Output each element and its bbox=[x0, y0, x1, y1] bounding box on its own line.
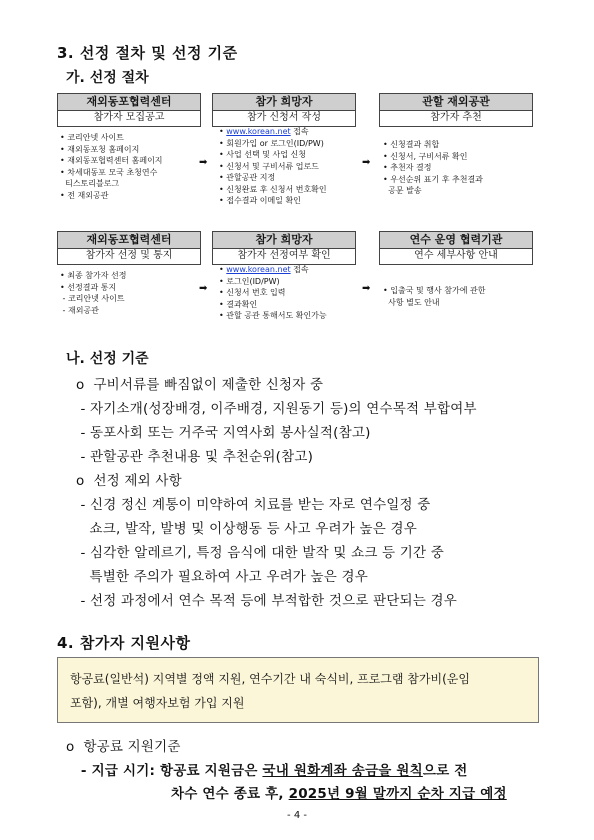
list-item: • 차세대동포 모국 초청연수 bbox=[60, 167, 158, 177]
list-item: • 코리안넷 사이트 bbox=[60, 133, 124, 142]
list-item: - 재외공관 bbox=[60, 305, 99, 315]
subsection-a-title: 가. 선정 절차 bbox=[66, 70, 149, 86]
page-number: - 4 - bbox=[287, 810, 307, 821]
payment-text: 으로 전 bbox=[422, 763, 468, 779]
payment-underlined: 국내 원화계좌 송금을 원칙 bbox=[262, 763, 423, 779]
flow-box-subtitle: 참가자 모집공고 bbox=[93, 112, 165, 123]
list-item: • 최종 참가자 선정 bbox=[60, 271, 127, 280]
flow-box-center-select bbox=[57, 231, 201, 265]
list-item: • 재외동포협력센터 홈페이지 bbox=[60, 156, 163, 165]
criteria-line: - 신경 정신 계통이 미약하여 치료를 받는 자로 연수일정 중 bbox=[76, 497, 431, 513]
arrow-right-icon: ➡ bbox=[362, 283, 371, 294]
flow-box-subtitle: 참가자 선정여부 확인 bbox=[237, 250, 331, 261]
criteria-line: - 선정 과정에서 연수 목적 등에 부적합한 것으로 판단되는 경우 bbox=[76, 593, 458, 609]
arrow-right-icon: ➡ bbox=[362, 157, 371, 168]
list-item: • 접수결과 이메일 확인 bbox=[219, 196, 301, 205]
callout-line: 항공료(일반석) 지역별 정액 지원, 연수기간 내 숙식비, 프로그램 참가비(운임 bbox=[70, 672, 470, 686]
list-item: • 재외동포청 홈페이지 bbox=[60, 144, 140, 154]
support-callout-box bbox=[57, 657, 539, 723]
section-3-title: 3. 선정 절차 및 선정 기준 bbox=[57, 44, 238, 62]
list-item: • 신청결과 취합 bbox=[383, 140, 440, 149]
flow-box-embassy-recommend bbox=[379, 93, 533, 127]
list-item: • 입출국 및 행사 참가에 관한 bbox=[383, 286, 486, 295]
criteria-line: - 자기소개(성장배경, 이주배경, 지원동기 등)의 연수목적 부합여부 bbox=[76, 401, 477, 417]
flow-list-recommend bbox=[383, 139, 483, 197]
list-item: • 결과확인 bbox=[219, 299, 258, 309]
criteria-line: - 심각한 알레르기, 특정 음식에 대한 발작 및 쇼크 등 기간 중 bbox=[76, 545, 444, 561]
arrow-right-icon: ➡ bbox=[199, 157, 208, 168]
list-item: 공문 발송 bbox=[383, 186, 422, 195]
flow-list-confirm bbox=[219, 264, 327, 322]
flow-box-applicant-apply bbox=[212, 93, 356, 127]
airfare-item: ο 항공료 지원기준 bbox=[66, 739, 181, 755]
flow-box-title: 참가 희망자 bbox=[213, 94, 355, 111]
flow-list-apply bbox=[219, 126, 327, 207]
list-item: • 신청서 번호 입력 bbox=[219, 288, 286, 297]
flow-box-center-recruit bbox=[57, 93, 201, 127]
flow-box-title: 관할 재외공관 bbox=[380, 94, 532, 111]
flow-list-recruit bbox=[60, 132, 163, 201]
arrow-right-icon: ➡ bbox=[199, 283, 208, 294]
korean-net-link[interactable]: www.korean.net bbox=[226, 265, 291, 274]
list-item: 사항 별도 안내 bbox=[383, 297, 440, 307]
list-item: • 신청완료 후 신청서 번호확인 bbox=[219, 184, 327, 194]
subsection-b-title: 나. 선정 기준 bbox=[66, 351, 149, 367]
flow-box-subtitle: 연수 세부사항 안내 bbox=[414, 250, 498, 261]
list-item: • 전 재외공관 bbox=[60, 190, 109, 200]
flow-list-select bbox=[60, 270, 126, 316]
payment-text: 항공료 지원금은 bbox=[159, 763, 263, 779]
link-suffix: 접속 bbox=[290, 265, 309, 274]
list-item: • 신청서, 구비서류 확인 bbox=[383, 151, 468, 161]
list-item: • 로그인(ID/PW) bbox=[219, 276, 280, 286]
payment-text: 차수 연수 종료 후, bbox=[171, 786, 289, 802]
flow-box-applicant-confirm bbox=[212, 231, 356, 265]
flow-box-subtitle: 참가 신청서 작성 bbox=[247, 112, 321, 123]
list-item: • 선정결과 통지 bbox=[60, 282, 117, 292]
list-item: • 관할공관 지정 bbox=[219, 173, 276, 182]
list-item: • 회원가입 or 로그인(ID/PW) bbox=[219, 138, 324, 148]
criteria-line: - 관할공관 추천내용 및 추천순위(참고) bbox=[76, 449, 314, 465]
payment-line-2 bbox=[171, 782, 507, 802]
list-item: - 코리안넷 사이트 bbox=[60, 294, 125, 303]
list-item: • www.korean.net 접속 bbox=[219, 265, 309, 274]
criteria-line: 특별한 주의가 필요하여 사고 우려가 높은 경우 bbox=[76, 569, 368, 585]
list-item: • 신청서 및 구비서류 업로드 bbox=[219, 161, 319, 171]
callout-line: 포함), 개별 여행자보험 가입 지원 bbox=[70, 696, 245, 710]
list-item: • 관할 공관 통해서도 확인가능 bbox=[219, 311, 327, 320]
payment-line-1 bbox=[76, 759, 467, 779]
flow-box-title: 재외동포협력센터 bbox=[58, 94, 200, 111]
payment-underlined: 2025년 9월 말까지 순차 지급 예정 bbox=[288, 786, 507, 802]
criteria-line: 쇼크, 발작, 발병 및 이상행동 등 사고 우려가 높은 경우 bbox=[76, 521, 417, 537]
flow-list-guide bbox=[383, 285, 485, 308]
flow-box-title: 참가 희망자 bbox=[213, 232, 355, 249]
list-item: 티스토리블로그 bbox=[60, 179, 120, 188]
list-item: • 추천자 결정 bbox=[383, 163, 432, 172]
payment-label: - 지급 시기: bbox=[76, 763, 160, 779]
korean-net-link[interactable]: www.korean.net bbox=[226, 127, 291, 136]
flow-box-title: 연수 운영 협력기관 bbox=[380, 232, 532, 249]
flow-box-title: 재외동포협력센터 bbox=[58, 232, 200, 249]
flow-box-partner-guide bbox=[379, 231, 533, 265]
list-item: • 사업 선택 및 사업 신청 bbox=[219, 150, 306, 159]
criteria-line: - 동포사회 또는 거주국 지역사회 봉사실적(참고) bbox=[76, 425, 371, 441]
flow-box-subtitle: 참가자 추천 bbox=[430, 112, 482, 123]
flow-box-subtitle: 참가자 선정 및 통지 bbox=[85, 250, 173, 261]
criteria-line: ο 구비서류를 빠짐없이 제출한 신청자 중 bbox=[76, 377, 324, 393]
criteria-line: ο 선정 제외 사항 bbox=[76, 473, 182, 489]
section-4-title: 4. 참가자 지원사항 bbox=[57, 634, 191, 652]
list-item: • www.korean.net 접속 bbox=[219, 127, 309, 136]
list-item: • 우선순위 표기 후 추천결과 bbox=[383, 174, 483, 184]
link-suffix: 접속 bbox=[290, 127, 309, 136]
